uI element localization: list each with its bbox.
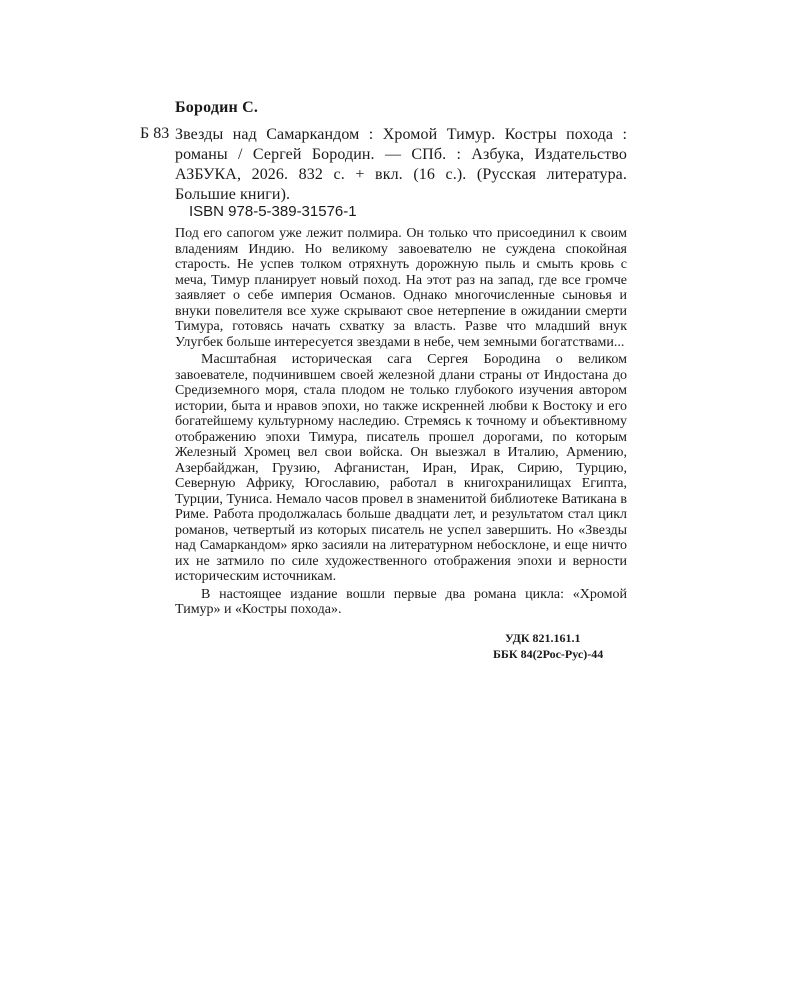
classification-codes bbox=[493, 630, 603, 662]
annotation-paragraph-3: В настоящее издание вошли первые два романа цикла: «Хромой Тимур» и «Костры похода». bbox=[175, 586, 627, 617]
isbn-line: ISBN 978-5-389-31576-1 bbox=[189, 203, 357, 220]
udk-code: УДК 821.161.1 bbox=[505, 631, 581, 645]
author-heading: Бородин С. bbox=[175, 99, 259, 116]
annotation-paragraph-2: Масштабная историческая сага Сергея Бородина о великом завоевателе, подчинившем своей железной длани страны от Индостана до Средиземного моря, стала плодом не только глубокого изучения автором истории, быта и нравов эпохи, но также искренней любви к Востоку и его богатейшему культурному наследию. Стремясь к точному и объективному отображению эпохи Тимура, писатель прошел дорогами, по которым Железный Хромец вел свои войска. Он выезжал в Италию, Армению, Азербайджан, Грузию, Афганистан, Иран, Ирак, Сирию, Турцию, Северную Африку, Югославию, работал в книгохранилищах Египта, Турции, Туниса. Немало часов провел в знаменитой библиотеке Ватикана в Риме. Работа продолжалась больше двадцати лет, и результатом стал цикл романов, четвертый из которых писатель не успел завершить. Но «Звезды над Самаркандом» ярко засияли на литературном небосклоне, и еще ничто их не затмило по силе художественного отображения эпохи и верности историческим источникам. bbox=[175, 352, 627, 584]
bibliographic-description: Звезды над Самаркандом : Хромой Тимур. Костры похода : романы / Сергей Бородин. — СПб. : Азбука, Издательство АЗБУКА, 2026. 832 с. + вкл. (16 с.). (Русская литература. Большие книги). bbox=[175, 126, 627, 203]
annotation-paragraph-1: Под его сапогом уже лежит полмира. Он только что присоединил к своим владениям Индию. Но великому завоевателю не суждена спокойная старость. Не успев толком отряхнуть дорожную пыль и смыть кровь с меча, Тимур планирует новый поход. На этот раз на запад, где все громче заявляет о себе империя Османов. Однако многочисленные сыновья и внуки повелителя все хуже скрывают свое нетерпение в ожидании смерти Тимура, готовясь начать схватку за власть. Разве что младший внук Улугбек больше интересуется звездами в небе, чем земными богатствами... bbox=[175, 226, 627, 350]
annotation-text bbox=[175, 226, 627, 618]
bbk-code: ББК 84(2Рос-Рус)-44 bbox=[493, 647, 604, 661]
author-sign-code: Б 83 bbox=[140, 125, 170, 142]
